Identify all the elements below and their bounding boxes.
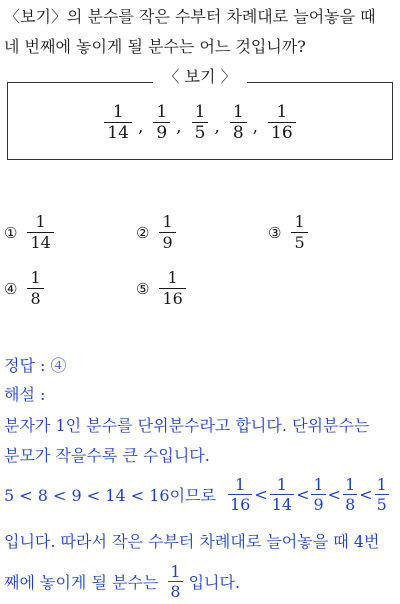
question-line-1: 〈보기〉의 분수를 작은 수부터 차례대로 늘어놓을 때 (4, 7, 376, 26)
question-text (4, 2, 398, 62)
example-fraction: $\frac{1}{16}$ (268, 102, 296, 143)
choice-fraction: $\frac{1}{9}$ (159, 212, 175, 253)
choice-fraction: $\frac{1}{8}$ (27, 268, 43, 309)
less-than-sign: < (359, 485, 373, 504)
separator: , (176, 117, 182, 137)
example-box-title-wrap (0, 66, 400, 88)
explanation-line-5 (4, 562, 398, 601)
separator: , (214, 117, 220, 137)
example-fractions (0, 102, 400, 143)
choice-1[interactable] (4, 212, 54, 253)
choice-fraction: $\frac{1}{16}$ (159, 268, 185, 309)
less-than-sign: < (296, 485, 310, 504)
choice-5[interactable] (136, 268, 186, 309)
explanation-line-5-post: 입니다. (188, 573, 241, 592)
choice-mark: ② (136, 223, 150, 242)
explanation-line-1: 분자가 1인 분수를 단위분수라고 합니다. 단위분수는 (4, 416, 370, 435)
example-box-title: 〈 보기 〉 (153, 67, 246, 86)
inequality-fraction: $\frac{1}{14}$ (271, 475, 293, 514)
explanation-line-2: 분모가 작을수록 큰 수입니다. (4, 446, 210, 465)
choice-3[interactable] (268, 212, 308, 253)
example-fraction: $\frac{1}{9}$ (153, 102, 170, 143)
choice-mark: ③ (268, 223, 282, 242)
inequality-fraction: $\frac{1}{5}$ (376, 475, 387, 514)
explanation-line-4: 입니다. 따라서 작은 수부터 차례대로 늘어놓을 때 4번 (4, 532, 380, 551)
inequality-fraction: $\frac{1}{9}$ (313, 475, 324, 514)
choice-mark: ① (4, 223, 18, 242)
choice-2[interactable] (136, 212, 176, 253)
choice-fraction: $\frac{1}{5}$ (291, 212, 307, 253)
answer-fraction: $\frac{1}{8}$ (170, 562, 181, 601)
example-fraction: $\frac{1}{14}$ (104, 102, 132, 143)
answer-label: 정답 : ④ (4, 356, 67, 375)
less-than-sign: < (254, 485, 268, 504)
inequality-line (4, 475, 398, 514)
inequality-fraction: $\frac{1}{8}$ (345, 475, 356, 514)
separator: , (137, 117, 144, 137)
example-fraction: $\frac{1}{8}$ (230, 102, 247, 143)
separator: , (252, 117, 259, 137)
explanation-label: 해설 : (4, 385, 46, 404)
choice-4[interactable] (4, 268, 44, 309)
choice-mark: ④ (4, 279, 18, 298)
question-line-2: 네 번째에 놓이게 될 분수는 어느 것입니까? (4, 37, 306, 56)
explanation-line-5-pre: 째에 놓이게 될 분수는 (4, 573, 159, 592)
example-fraction: $\frac{1}{5}$ (192, 102, 209, 143)
inequality-fraction: $\frac{1}{16}$ (229, 475, 251, 514)
choice-fraction: $\frac{1}{14}$ (27, 212, 53, 253)
choice-mark: ⑤ (136, 279, 150, 298)
less-than-sign: < (327, 485, 342, 504)
inequality-text: 5 < 8 < 9 < 14 < 16이므로 (4, 486, 216, 505)
